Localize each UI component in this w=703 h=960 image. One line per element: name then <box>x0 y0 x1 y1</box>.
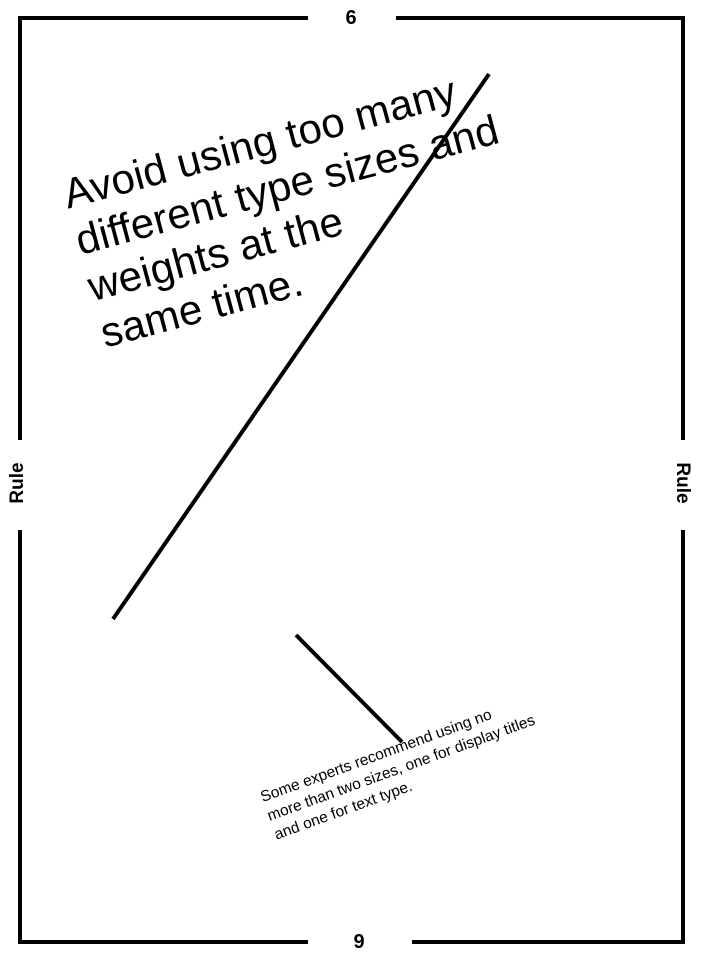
pointer-line <box>296 635 402 742</box>
rule-headline: Avoid using too many different type sizes and weights at the same time. <box>58 67 504 357</box>
side-label-left: Rule <box>7 462 28 504</box>
rule-note: Some experts recommend using no more than two sizes, one for display titles and one for text type. <box>258 706 538 844</box>
side-label-right: Rule <box>672 462 693 504</box>
page-number-top: 6 <box>345 7 357 29</box>
page-number-bottom: 9 <box>353 931 365 953</box>
